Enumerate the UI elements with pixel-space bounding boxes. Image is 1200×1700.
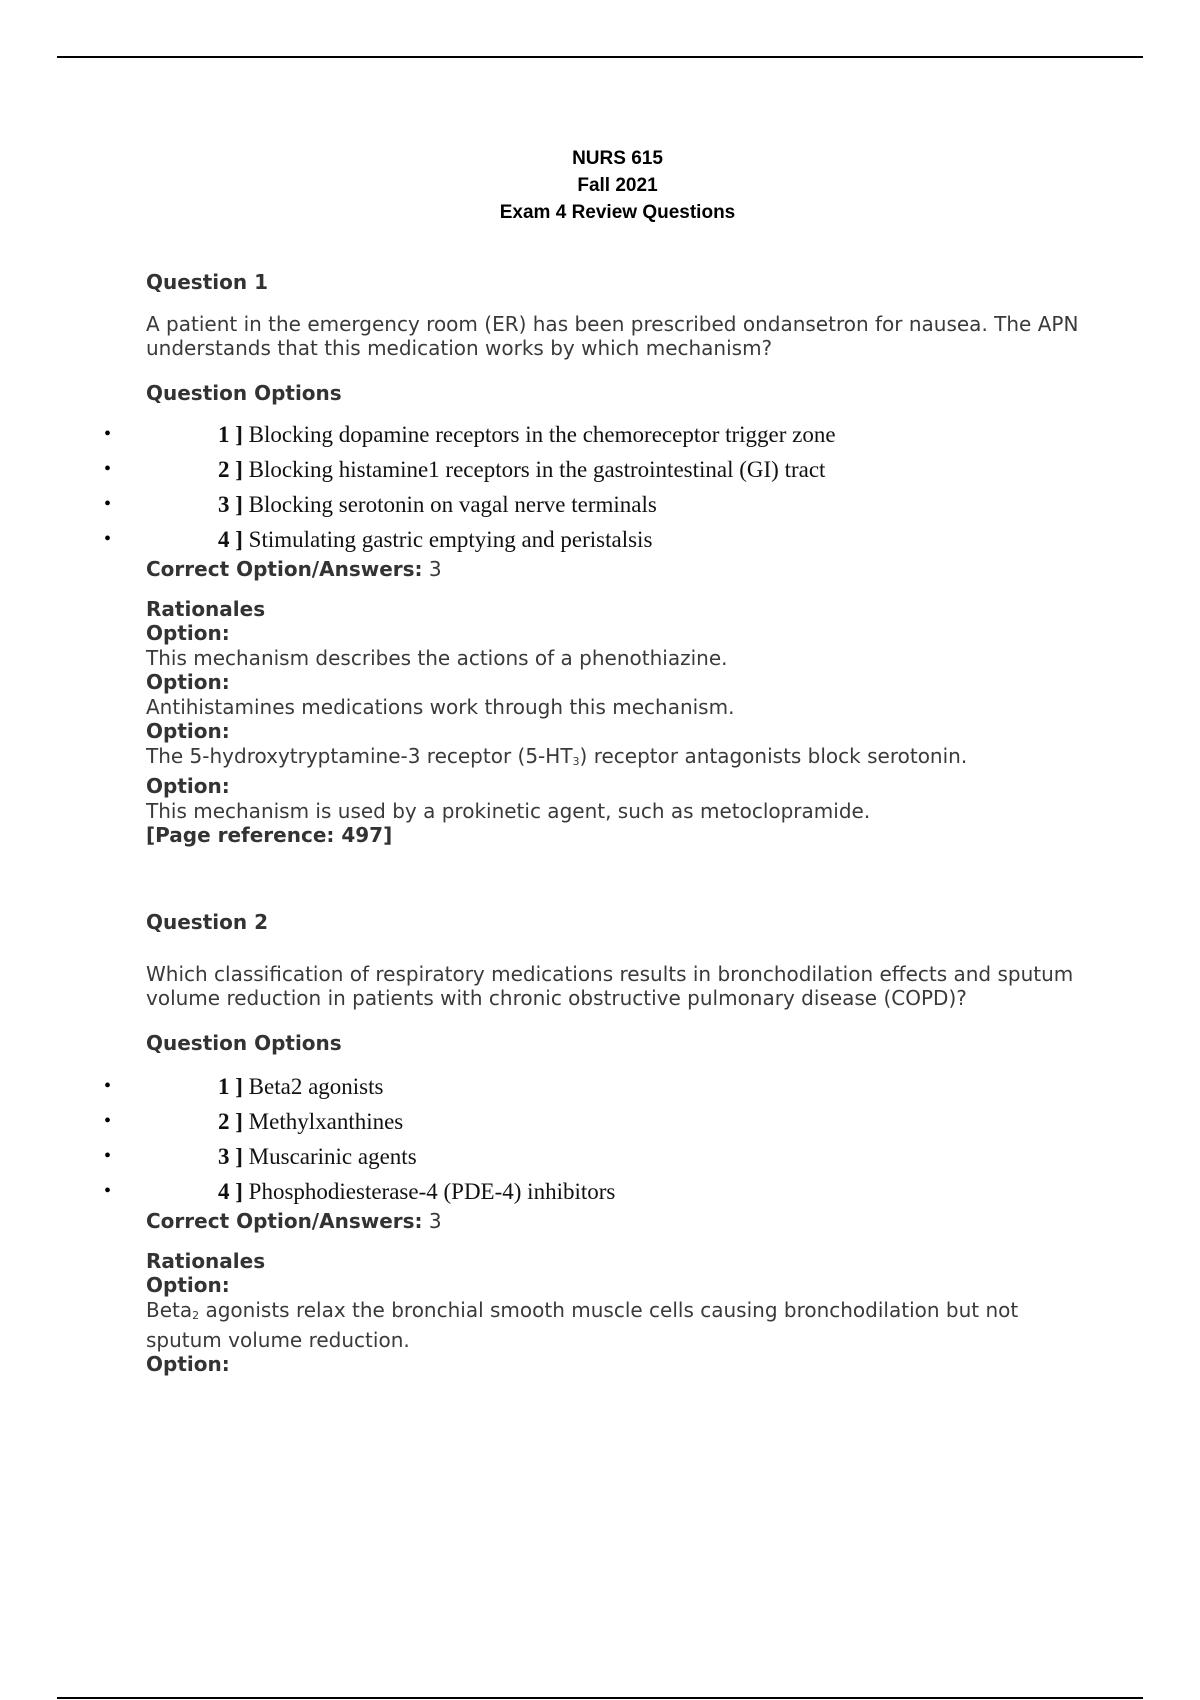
- rationale-text: Antihistamines medications work through this mechanism.: [146, 695, 735, 719]
- rationales-title: Rationales: [146, 597, 266, 621]
- option-label: Option:: [146, 1352, 230, 1376]
- bullet-icon: •: [104, 1110, 112, 1132]
- rationale-text: This mechanism is used by a prokinetic agent, such as metoclopramide.: [146, 799, 871, 823]
- course-code: NURS 615: [572, 148, 663, 169]
- rationale-text: The 5-hydroxytryptamine-3 receptor (5-HT3) receptor antagonists block serotonin.: [146, 744, 968, 768]
- question-heading: Question 1: [146, 270, 268, 294]
- bottom-rule: [57, 1697, 1143, 1699]
- document-header: [0, 145, 1200, 226]
- options-list: [104, 417, 1086, 557]
- option-label: Option:: [146, 1273, 230, 1297]
- option-item: • 4 ] Stimulating gastric emptying and peristalsis: [146, 522, 1086, 557]
- document-title: Exam 4 Review Questions: [499, 202, 736, 223]
- rationale-text: This mechanism describes the actions of a phenothiazine.: [146, 646, 728, 670]
- option-item: • 1 ] Blocking dopamine receptors in the chemoreceptor trigger zone: [146, 417, 1086, 452]
- option-item: • 3 ] Muscarinic agents: [146, 1139, 1086, 1174]
- option-item: • 3 ] Blocking serotonin on vagal nerve terminals: [146, 487, 1086, 522]
- option-item: • 2 ] Blocking histamine1 receptors in the gastrointestinal (GI) tract: [146, 452, 1086, 487]
- option-label: Option:: [146, 774, 230, 798]
- rationale-text: Beta2 agonists relax the bronchial smooth muscle cells causing bronchodilation but not sputum volume reduction.: [146, 1298, 1019, 1352]
- options-list: [104, 1069, 1086, 1209]
- bullet-icon: •: [104, 1180, 112, 1202]
- option-label: Option:: [146, 719, 230, 743]
- bullet-icon: •: [104, 1145, 112, 1167]
- question-text: A patient in the emergency room (ER) has been prescribed ondansetron for nausea. The APN understands that this medication works by which mechanism?: [146, 312, 1079, 360]
- option-item: • 1 ] Beta2 agonists: [146, 1069, 1086, 1104]
- bullet-icon: •: [104, 458, 112, 480]
- options-heading: Question Options: [146, 381, 342, 405]
- bullet-icon: •: [104, 528, 112, 550]
- option-item: • 2 ] Methylxanthines: [146, 1104, 1086, 1139]
- question-1: [104, 270, 1086, 848]
- term: Fall 2021: [577, 175, 658, 196]
- option-label: Option:: [146, 621, 230, 645]
- option-label: Option:: [146, 670, 230, 694]
- bullet-icon: •: [104, 423, 112, 445]
- top-rule: [57, 56, 1143, 58]
- option-item: • 4 ] Phosphodiesterase-4 (PDE-4) inhibitors: [146, 1174, 1086, 1209]
- question-text: Which classification of respiratory medications results in bronchodilation effects and sputum volume reduction in patients with chronic obstructive pulmonary disease (COPD)?: [146, 962, 1074, 1010]
- rationales-title: Rationales: [146, 1249, 266, 1273]
- page-reference: [Page reference: 497]: [146, 823, 393, 847]
- question-heading: Question 2: [146, 910, 268, 934]
- question-2: [104, 910, 1086, 1377]
- bullet-icon: •: [104, 493, 112, 515]
- correct-answer: Correct Option/Answers: 3: [146, 557, 442, 581]
- bullet-icon: •: [104, 1075, 112, 1097]
- correct-answer: Correct Option/Answers: 3: [146, 1209, 442, 1233]
- options-heading: Question Options: [146, 1031, 342, 1055]
